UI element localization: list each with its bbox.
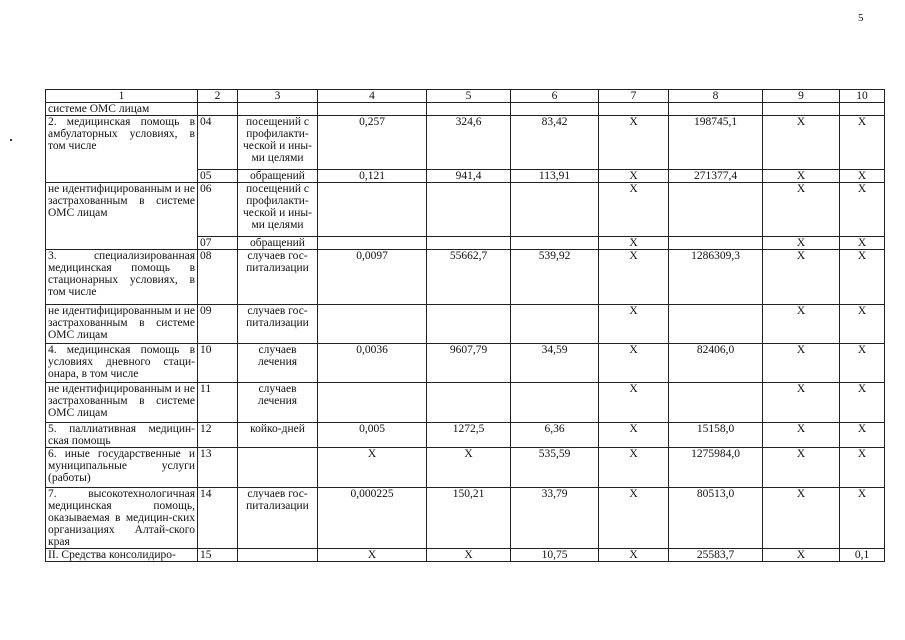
table-cell: X [763,488,840,549]
table-cell [427,305,511,344]
table-cell: X [840,250,885,305]
table-cell: X [840,116,885,170]
table-cell: обращений [238,237,318,250]
table-cell: 34,59 [511,344,599,383]
table-cell: X [599,448,669,488]
table-cell: 55662,7 [427,250,511,305]
table-cell: X [599,423,669,448]
table-row [46,103,885,116]
table-cell [427,383,511,423]
table-cell [511,383,599,423]
table-cell [840,103,885,116]
table-row [46,305,885,344]
table-cell [763,103,840,116]
table-cell: 6. иные государственные и муниципальные услуги (работы) [46,448,198,488]
table-cell: случаев лечения [238,344,318,383]
column-header: 10 [840,90,885,103]
table-row [46,549,885,562]
table-cell: 07 [198,237,238,250]
table-cell: X [599,250,669,305]
stray-dot [10,139,12,141]
table-cell: X [318,549,427,562]
table-row [46,488,885,549]
table-cell: 198745,1 [669,116,763,170]
column-header: 5 [427,90,511,103]
table-cell: 05 [198,170,238,183]
table-cell: 1286309,3 [669,250,763,305]
table-cell: X [840,423,885,448]
table-cell: X [318,448,427,488]
table-row [46,448,885,488]
table-cell: 10 [198,344,238,383]
table-cell: не идентифицированным и не застрахованным в системе ОМС лицам [46,305,198,344]
table-cell [318,383,427,423]
table-cell: 539,92 [511,250,599,305]
table-cell [599,103,669,116]
table-cell: 0,121 [318,170,427,183]
table-row [46,423,885,448]
table-cell: X [840,344,885,383]
table-cell: 1275984,0 [669,448,763,488]
table-cell: X [599,488,669,549]
table-cell [669,183,763,237]
table-cell: 0,257 [318,116,427,170]
table-cell: X [763,170,840,183]
column-header: 2 [198,90,238,103]
table-cell: X [840,448,885,488]
table-cell: X [599,237,669,250]
table-cell [669,383,763,423]
table-cell: 0,000225 [318,488,427,549]
table-cell [238,448,318,488]
table-cell [511,183,599,237]
table-row [46,183,885,237]
table-cell: 83,42 [511,116,599,170]
table-cell: X [763,344,840,383]
header-row [46,90,885,103]
column-header: 1 [46,90,198,103]
table-cell: X [763,250,840,305]
table-cell: X [840,383,885,423]
table-cell: 7. высокотехнологичная медицинская помощь, оказываемая в медицин-ских организациях Алтай-ского края [46,488,198,549]
column-header: 4 [318,90,427,103]
table-cell: 11 [198,383,238,423]
table-cell: случаев лечения [238,383,318,423]
table-cell: 324,6 [427,116,511,170]
table-cell: случаев гос-питализации [238,305,318,344]
table-cell [511,237,599,250]
table-cell: X [599,383,669,423]
table-cell: 9607,79 [427,344,511,383]
table-cell: X [840,183,885,237]
table-cell: 271377,4 [669,170,763,183]
table-cell: X [599,549,669,562]
table-cell: 0,0036 [318,344,427,383]
table-cell: X [840,170,885,183]
table-cell: 1272,5 [427,423,511,448]
table-cell: 14 [198,488,238,549]
table-cell [669,237,763,250]
column-header: 9 [763,90,840,103]
data-table [45,89,885,562]
table-row [46,250,885,305]
table-cell: X [763,549,840,562]
table-cell: X [599,305,669,344]
table-cell: 08 [198,250,238,305]
table-cell [198,103,238,116]
column-header: 8 [669,90,763,103]
table-cell [318,305,427,344]
table-cell: 80513,0 [669,488,763,549]
table-cell: 150,21 [427,488,511,549]
table-cell: X [840,305,885,344]
table-cell: II. Средства консолидиро- [46,549,198,562]
column-header: 7 [599,90,669,103]
table-cell [511,103,599,116]
table-cell: X [840,488,885,549]
table-cell [318,103,427,116]
table-cell: 0,005 [318,423,427,448]
table-cell [669,305,763,344]
table-cell: X [427,549,511,562]
table-cell: 10,75 [511,549,599,562]
table-cell: 33,79 [511,488,599,549]
table-cell: 3. специализированная медицинская помощь в стационарных условиях, в том числе [46,250,198,305]
table-cell: X [763,305,840,344]
table-cell [511,305,599,344]
table-cell [318,237,427,250]
table-cell: посещений с профилакти-ческой и ины-ми целями [238,183,318,237]
table-cell: 25583,7 [669,549,763,562]
table-cell [427,103,511,116]
table-cell [238,103,318,116]
table-cell: 2. медицинская помощь в амбулаторных условиях, в том числе [46,116,198,183]
table-cell: случаев гос-питализации [238,250,318,305]
table-cell: 535,59 [511,448,599,488]
table-cell: случаев гос-питализации [238,488,318,549]
table-cell: 04 [198,116,238,170]
table-cell: посещений с профилакти-ческой и ины-ми целями [238,116,318,170]
table-cell: обращений [238,170,318,183]
table-cell: X [763,237,840,250]
table-cell: 15 [198,549,238,562]
table-cell: X [763,448,840,488]
table-cell [427,237,511,250]
table-row [46,344,885,383]
table-cell: 82406,0 [669,344,763,383]
table-cell: X [599,116,669,170]
table-cell: 15158,0 [669,423,763,448]
table-cell: не идентифицированным и не застрахованным в системе ОМС лицам [46,183,198,250]
table-cell [427,183,511,237]
table-cell: X [599,170,669,183]
table-row [46,116,885,170]
table-cell: койко-дней [238,423,318,448]
table-row [46,383,885,423]
page-number: 5 [858,12,864,24]
table-cell: 4. медицинская помощь в условиях дневного стаци-онара, в том числе [46,344,198,383]
table-cell: 12 [198,423,238,448]
table-cell: X [763,116,840,170]
table-cell: 5. паллиативная медицин-ская помощь [46,423,198,448]
table-cell [318,183,427,237]
table-cell [669,103,763,116]
table-cell [238,549,318,562]
table-cell: системе ОМС лицам [46,103,198,116]
table-cell: X [427,448,511,488]
table-cell: X [763,383,840,423]
table-cell: не идентифицированным и не застрахованным в системе ОМС лицам [46,383,198,423]
table-cell: 0,1 [840,549,885,562]
table-cell: 941,4 [427,170,511,183]
table-cell: 6,36 [511,423,599,448]
column-header: 3 [238,90,318,103]
table-cell: 0,0097 [318,250,427,305]
table-cell: X [599,344,669,383]
table-cell: X [599,183,669,237]
table-cell: 09 [198,305,238,344]
table-cell: 13 [198,448,238,488]
table-cell: X [763,183,840,237]
table-cell: 06 [198,183,238,237]
column-header: 6 [511,90,599,103]
table-cell: X [763,423,840,448]
table-cell: 113,91 [511,170,599,183]
table-cell: X [840,237,885,250]
